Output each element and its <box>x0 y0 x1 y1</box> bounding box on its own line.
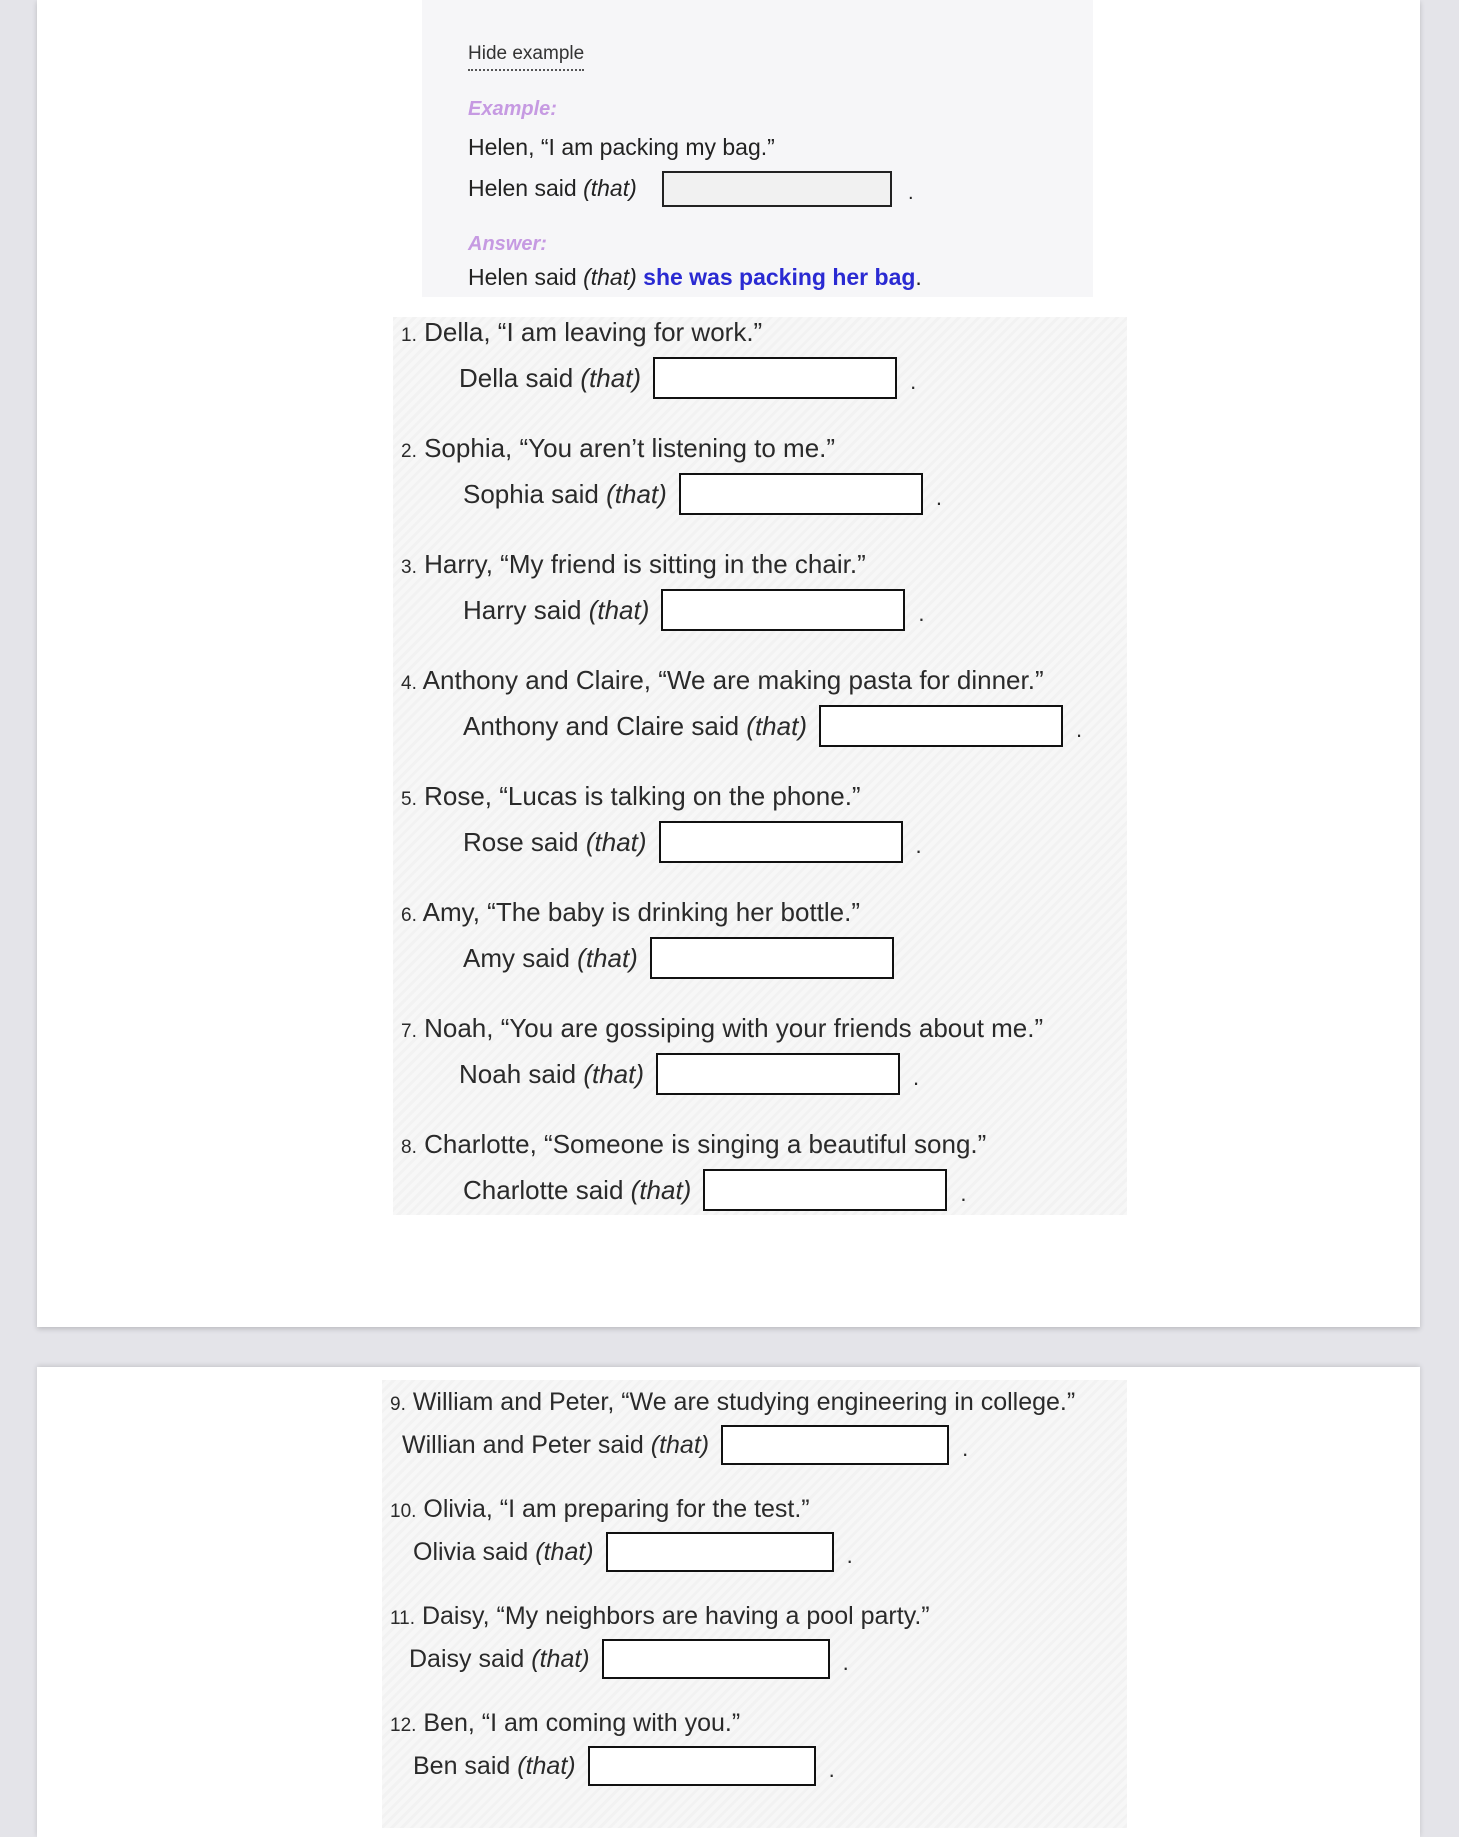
question-speech-line <box>401 897 860 928</box>
question-period: . <box>846 1543 853 1568</box>
question-that: (that) <box>650 1430 710 1459</box>
example-label: Example: <box>468 98 557 120</box>
question-subject: Rose said <box>463 826 579 857</box>
question-that: (that) <box>630 1174 692 1205</box>
question-speech: Rose, “Lucas is talking on the phone.” <box>424 781 861 811</box>
question-speech: Amy, “The baby is drinking her bottle.” <box>422 897 861 927</box>
question-speech-line <box>401 1129 986 1160</box>
question-answer-line <box>463 821 922 863</box>
answer-prompt: Helen said <box>468 264 577 290</box>
example-blank-period: . <box>908 182 914 204</box>
example-answer-text: she was packing her bag <box>643 264 916 290</box>
question-number: 7. <box>401 1021 417 1042</box>
question-that: (that) <box>746 710 807 741</box>
question-subject: Ben said <box>413 1751 511 1780</box>
question-period: . <box>915 833 922 858</box>
answer-input-3[interactable] <box>661 589 905 631</box>
example-sentence: Helen, “I am packing my bag.” <box>468 134 775 160</box>
question-subject: Charlotte said <box>463 1174 624 1205</box>
question-number: 6. <box>401 905 417 926</box>
question-period: . <box>935 485 942 510</box>
question-answer-line <box>459 1053 919 1095</box>
question-that: (that) <box>585 826 647 857</box>
example-blank-box <box>662 171 892 207</box>
question-answer-line <box>463 705 1082 747</box>
question-number: 8. <box>401 1137 417 1158</box>
answer-input-11[interactable] <box>602 1639 830 1679</box>
question-speech-line <box>401 1013 1043 1044</box>
question-subject: Della said <box>459 362 574 393</box>
answer-label: Answer: <box>468 233 547 255</box>
example-panel <box>422 0 1093 297</box>
question-answer-line <box>409 1639 849 1679</box>
question-subject: Willian and Peter said <box>402 1430 644 1459</box>
question-that: (that) <box>517 1751 576 1780</box>
question-speech-line <box>390 1495 810 1524</box>
example-answer-line <box>468 264 922 291</box>
question-subject: Amy said <box>463 942 570 973</box>
question-answer-line <box>459 357 916 399</box>
question-answer-line <box>463 473 942 515</box>
question-speech-line <box>401 549 866 580</box>
question-speech: Della, “I am leaving for work.” <box>424 317 763 347</box>
question-answer-line <box>402 1425 968 1465</box>
answer-that: (that) <box>583 264 637 290</box>
question-period: . <box>828 1757 835 1782</box>
question-speech: Charlotte, “Someone is singing a beautiful song.” <box>424 1129 987 1159</box>
question-period: . <box>962 1436 969 1461</box>
answer-input-1[interactable] <box>653 357 897 399</box>
question-speech-line <box>401 781 861 812</box>
question-speech: Harry, “My friend is sitting in the chair.” <box>424 549 866 579</box>
question-that: (that) <box>588 594 650 625</box>
worksheet-page-2 <box>37 1367 1420 1837</box>
answer-input-4[interactable] <box>819 705 1063 747</box>
answer-input-8[interactable] <box>703 1169 947 1211</box>
example-prompt-line <box>468 175 637 202</box>
question-number: 4. <box>401 673 417 694</box>
answer-input-5[interactable] <box>659 821 903 863</box>
example-that: (that) <box>583 175 637 201</box>
question-answer-line <box>413 1746 835 1786</box>
question-number: 12. <box>390 1715 417 1736</box>
question-number: 9. <box>390 1394 406 1415</box>
answer-input-6[interactable] <box>650 937 894 979</box>
answer-input-7[interactable] <box>656 1053 900 1095</box>
question-that: (that) <box>580 362 642 393</box>
question-speech-line <box>390 1388 1075 1417</box>
question-subject: Noah said <box>459 1058 577 1089</box>
answer-input-12[interactable] <box>588 1746 816 1786</box>
question-that: (that) <box>583 1058 644 1089</box>
questions-panel-2 <box>382 1380 1127 1828</box>
question-speech-line <box>390 1602 930 1631</box>
question-period: . <box>918 601 925 626</box>
question-number: 3. <box>401 557 417 578</box>
question-subject: Daisy said <box>409 1644 525 1673</box>
answer-input-9[interactable] <box>721 1425 949 1465</box>
question-speech-line <box>401 665 1044 696</box>
question-period: . <box>960 1181 967 1206</box>
question-speech: Ben, “I am coming with you.” <box>423 1709 741 1737</box>
question-period: . <box>910 369 917 394</box>
worksheet-page-1 <box>37 0 1420 1327</box>
question-number: 2. <box>401 441 417 462</box>
question-that: (that) <box>606 478 667 509</box>
answer-input-10[interactable] <box>606 1532 834 1572</box>
question-subject: Sophia said <box>463 478 599 509</box>
question-speech: Sophia, “You aren’t listening to me.” <box>424 433 836 463</box>
question-answer-line <box>413 1532 853 1572</box>
question-speech: William and Peter, “We are studying engineering in college.” <box>412 1388 1076 1416</box>
question-speech-line <box>390 1709 740 1738</box>
question-period: . <box>913 1065 920 1090</box>
question-number: 11. <box>390 1608 416 1629</box>
question-speech: Daisy, “My neighbors are having a pool party.” <box>421 1602 930 1630</box>
question-period: . <box>842 1650 849 1675</box>
question-number: 5. <box>401 789 417 810</box>
question-speech-line <box>401 433 835 464</box>
question-number: 1. <box>401 325 417 346</box>
question-speech: Noah, “You are gossiping with your friends about me.” <box>424 1013 1044 1043</box>
question-that: (that) <box>531 1644 590 1673</box>
question-speech: Olivia, “I am preparing for the test.” <box>423 1495 810 1523</box>
answer-period: . <box>915 264 922 290</box>
question-speech-line <box>401 317 762 348</box>
question-that: (that) <box>535 1537 594 1566</box>
answer-input-2[interactable] <box>679 473 923 515</box>
example-prompt: Helen said <box>468 175 577 201</box>
question-speech: Anthony and Claire, “We are making pasta for dinner.” <box>422 665 1044 695</box>
question-answer-line <box>463 589 925 631</box>
hide-example-link[interactable]: Hide example <box>468 43 584 71</box>
question-subject: Harry said <box>463 594 582 625</box>
question-number: 10. <box>390 1501 417 1522</box>
questions-panel-1 <box>393 317 1127 1215</box>
question-answer-line <box>463 1169 966 1211</box>
question-period: . <box>1075 717 1083 742</box>
question-answer-line <box>463 937 907 979</box>
question-that: (that) <box>577 942 638 973</box>
question-subject: Anthony and Claire said <box>463 710 740 741</box>
question-subject: Olivia said <box>413 1537 529 1566</box>
